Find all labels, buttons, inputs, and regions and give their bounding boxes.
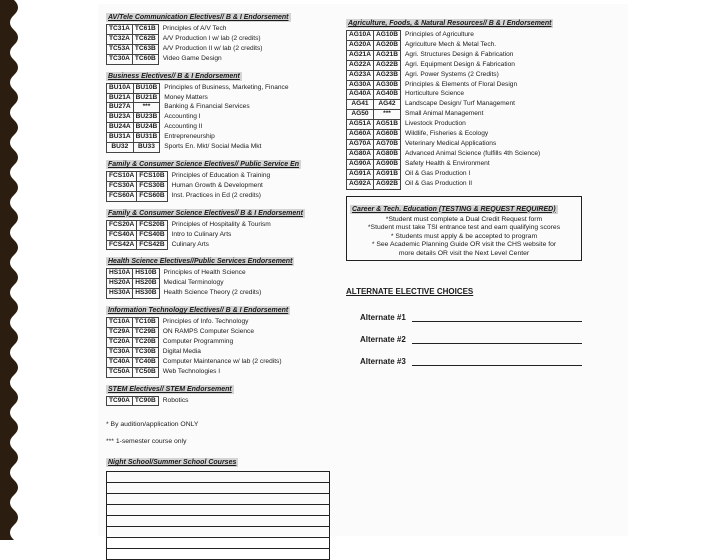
course-row xyxy=(107,93,292,103)
course-row xyxy=(107,269,264,279)
course-table xyxy=(106,268,264,299)
course-row xyxy=(107,103,292,113)
course-name: Safety Health & Environment xyxy=(405,159,490,167)
course-code-b: FCS40B xyxy=(137,230,167,240)
course-code-a: FCS30A xyxy=(107,181,137,191)
course-row xyxy=(107,143,292,153)
course-code-b: AG91B xyxy=(374,169,401,179)
course-name: Principles of Hospitality & Tourism xyxy=(171,220,271,228)
course-code-a: AG60A xyxy=(347,130,374,140)
section-title: Business Electives// B & I Endorsement xyxy=(108,72,240,80)
course-code-b: BU21B xyxy=(133,93,160,103)
course-row xyxy=(107,328,285,338)
course-code-a: BU32 xyxy=(107,143,134,153)
night-school-line[interactable] xyxy=(107,549,329,559)
course-name: A/V Production II w/ lab (2 credits) xyxy=(162,44,263,52)
course-row xyxy=(107,83,292,93)
course-code-b: FCS60B xyxy=(137,191,167,201)
course-code-b: TC20B xyxy=(132,337,158,347)
course-name: Medical Terminology xyxy=(163,279,224,287)
night-school-title: Night School/Summer School Courses xyxy=(108,459,237,467)
alternate-label: Alternate #3 xyxy=(360,357,406,367)
career-tech-box xyxy=(346,196,582,262)
alternate-write-line[interactable] xyxy=(412,335,582,344)
night-school-line[interactable] xyxy=(107,494,329,505)
course-name: Principles of Agriculture xyxy=(405,31,474,38)
night-school-table xyxy=(106,471,330,560)
course-name: ON RAMPS Computer Science xyxy=(162,328,255,336)
course-row xyxy=(107,113,292,123)
course-row xyxy=(107,54,265,64)
course-code-b: AG23B xyxy=(374,70,401,80)
course-name: Inst. Practices in Ed (2 credits) xyxy=(171,191,262,199)
course-name: Principles of Health Science xyxy=(163,269,246,277)
course-code-a: BU21A xyxy=(107,93,134,103)
course-name: Banking & Financial Services xyxy=(164,103,250,111)
course-code-a: AG22A xyxy=(347,60,374,70)
course-row xyxy=(107,25,265,35)
course-code-b: BU31B xyxy=(133,133,160,143)
course-name: Principles of A/V Tech xyxy=(162,25,227,32)
alternate-choice-row xyxy=(360,344,628,366)
career-note: more details OR visit the Next Level Center xyxy=(398,249,530,257)
alternate-label: Alternate #1 xyxy=(360,313,406,323)
course-code-a: AG23A xyxy=(347,70,374,80)
course-code-a: TC10A xyxy=(107,318,133,328)
footnote: *** 1-semester course only xyxy=(106,438,187,446)
course-code-a: AG90A xyxy=(347,159,374,169)
course-code-b: FCS20B xyxy=(137,220,167,230)
course-row xyxy=(107,367,285,377)
night-school-line[interactable] xyxy=(107,538,329,549)
course-code-b: *** xyxy=(133,103,160,113)
course-code-b: HS30B xyxy=(133,289,159,299)
course-name: Oil & Gas Production I xyxy=(405,169,471,177)
course-code-a: AG51A xyxy=(347,120,374,130)
course-row xyxy=(107,181,273,191)
alternate-title: ALTERNATE ELECTIVE CHOICES xyxy=(346,287,474,297)
course-row xyxy=(347,100,543,110)
section-title: STEM Electives// STEM Endorsement xyxy=(108,385,232,393)
course-code-a: BU23A xyxy=(107,113,134,123)
course-name: Human Growth & Development xyxy=(171,181,263,189)
course-code-a: FCS10A xyxy=(107,171,137,181)
course-code-a: AG80A xyxy=(347,149,374,159)
night-school-line[interactable] xyxy=(107,516,329,527)
course-name: Principles of Business, Marketing, Finance xyxy=(164,83,289,91)
course-code-b: BU23B xyxy=(133,113,160,123)
alternate-write-line[interactable] xyxy=(412,357,582,366)
course-row xyxy=(107,123,292,133)
course-code-b: AG80B xyxy=(374,149,401,159)
course-row xyxy=(107,133,292,143)
course-code-b: TC60B xyxy=(132,54,158,64)
course-code-b: BU10B xyxy=(133,83,160,93)
course-code-a: BU31A xyxy=(107,133,134,143)
course-code-a: HS30A xyxy=(107,289,133,299)
course-code-b: HS10B xyxy=(133,269,159,279)
course-row xyxy=(347,130,543,140)
agriculture-course-table xyxy=(346,30,543,190)
course-name: Landscape Design/ Turf Management xyxy=(405,100,515,108)
course-code-a: AG41 xyxy=(347,100,374,110)
course-name: Digital Media xyxy=(162,347,201,355)
course-row xyxy=(347,139,543,149)
career-note: * See Academic Planning Guide OR visit the CHS website for xyxy=(371,241,557,249)
course-name: Agriculture Mech & Metal Tech. xyxy=(405,40,497,48)
course-code-b: TC50B xyxy=(132,367,158,377)
footnotes xyxy=(106,420,338,446)
course-code-a: FCS40A xyxy=(107,230,137,240)
course-row xyxy=(347,50,543,60)
slide-margin xyxy=(678,0,720,540)
course-name: Robotics xyxy=(162,396,189,404)
course-name: Accounting I xyxy=(164,113,201,121)
course-code-b: BU33 xyxy=(133,143,160,153)
course-name: Livestock Production xyxy=(405,120,466,128)
course-code-b: TC30B xyxy=(132,347,158,357)
course-code-b: AG70B xyxy=(374,139,401,149)
course-code-a: TC31A xyxy=(107,25,133,35)
course-name: Small Animal Management xyxy=(405,110,484,118)
course-row xyxy=(107,44,265,54)
course-code-a: TC50A xyxy=(107,367,133,377)
course-code-b: AG30B xyxy=(374,80,401,90)
course-code-b: TC61B xyxy=(132,25,158,35)
course-row xyxy=(347,169,543,179)
course-name: Agri. Equipment Design & Fabrication xyxy=(405,60,515,68)
course-code-b: AG51B xyxy=(374,120,401,130)
course-row xyxy=(347,149,543,159)
course-code-a: FCS20A xyxy=(107,220,137,230)
course-code-b: BU24B xyxy=(133,123,160,133)
course-code-b: AG20B xyxy=(374,40,401,50)
career-note: * Students must apply & be accepted to program xyxy=(390,232,538,240)
course-code-b: AG92B xyxy=(374,179,401,189)
course-code-a: TC20A xyxy=(107,337,133,347)
section-title: AV/Tele Communication Electives// B & I Endorsement xyxy=(108,14,289,21)
course-code-a: AG30A xyxy=(347,80,374,90)
course-code-a: TC30A xyxy=(107,54,133,64)
course-code-b: TC62B xyxy=(132,34,158,44)
course-code-a: TC29A xyxy=(107,328,133,338)
course-name: Culinary Arts xyxy=(171,240,209,248)
course-name: Accounting II xyxy=(164,123,203,131)
course-code-a: AG50 xyxy=(347,110,374,120)
course-table xyxy=(106,83,292,153)
course-row xyxy=(107,191,273,201)
course-name: Video Game Design xyxy=(162,54,222,62)
alternate-label: Alternate #2 xyxy=(360,335,406,345)
course-name: Principles of Education & Training xyxy=(171,171,271,179)
course-name: Money Matters xyxy=(164,93,208,101)
alternate-choice-row xyxy=(360,300,628,322)
section-title: Health Science Electives//Public Services Endorsement xyxy=(108,258,293,266)
course-row xyxy=(107,396,191,406)
course-name: Principles & Elements of Floral Design xyxy=(405,80,518,88)
course-table xyxy=(106,396,190,407)
course-name: Intro to Culinary Arts xyxy=(171,230,232,238)
course-code-a: TC53A xyxy=(107,44,133,54)
course-row xyxy=(347,60,543,70)
right-column xyxy=(346,12,628,366)
course-table xyxy=(106,317,285,377)
course-code-b: HS20B xyxy=(133,279,159,289)
course-code-b: *** xyxy=(374,110,401,120)
section-title: Family & Consumer Science Electives// Public Service En xyxy=(108,160,300,168)
course-code-a: BU27A xyxy=(107,103,134,113)
course-code-b: TC90B xyxy=(132,396,158,406)
course-name: Sports En. Mkt/ Social Media Mkt xyxy=(164,143,262,151)
footnote: * By audition/application ONLY xyxy=(106,421,199,429)
course-name: Oil & Gas Production II xyxy=(405,179,473,187)
course-code-a: AG92A xyxy=(347,179,374,189)
career-note: *Student must complete a Dual Credit Request form xyxy=(385,215,543,223)
course-code-a: TC30A xyxy=(107,347,133,357)
course-row xyxy=(107,220,274,230)
course-code-a: AG20A xyxy=(347,40,374,50)
course-code-b: TC10B xyxy=(132,318,158,328)
course-code-b: AG22B xyxy=(374,60,401,70)
section-title: Family & Consumer Science Electives// B & I Endorsement xyxy=(108,209,303,217)
course-row xyxy=(347,110,543,120)
course-row xyxy=(107,230,274,240)
course-code-a: AG21A xyxy=(347,50,374,60)
course-name: Horticulture Science xyxy=(405,90,465,98)
course-row xyxy=(347,120,543,130)
course-code-a: HS20A xyxy=(107,279,133,289)
course-code-b: TC29B xyxy=(132,328,158,338)
course-code-a: TC32A xyxy=(107,34,133,44)
course-name: Computer Maintenance w/ lab (2 credits) xyxy=(162,357,282,365)
course-row xyxy=(107,347,285,357)
course-row xyxy=(107,289,264,299)
course-row xyxy=(107,318,285,328)
night-school-line[interactable] xyxy=(107,527,329,538)
course-name: Wildlife, Fisheries & Ecology xyxy=(405,130,489,138)
course-code-b: TC40B xyxy=(132,357,158,367)
course-row xyxy=(347,70,543,80)
course-code-a: BU10A xyxy=(107,83,134,93)
course-code-a: AG10A xyxy=(347,31,374,41)
course-name: Principles of Info. Technology xyxy=(162,318,249,326)
course-code-a: AG40A xyxy=(347,90,374,100)
night-school-line[interactable] xyxy=(107,505,329,516)
course-row xyxy=(107,357,285,367)
course-row xyxy=(347,31,543,41)
course-name: Advanced Animal Science (fulfills 4th Science) xyxy=(405,149,541,157)
course-code-b: AG60B xyxy=(374,130,401,140)
course-selection-document xyxy=(98,4,628,536)
course-row xyxy=(347,159,543,169)
course-name: Entrepreneurship xyxy=(164,133,215,141)
course-table xyxy=(106,220,274,251)
career-box-title: Career & Tech. Education (TESTING & REQUEST REQUIRED) xyxy=(352,205,556,213)
course-name: Veterinary Medical Applications xyxy=(405,139,497,147)
course-code-b: TC63B xyxy=(132,44,158,54)
course-row xyxy=(347,90,543,100)
course-row xyxy=(107,34,265,44)
course-row xyxy=(347,80,543,90)
course-code-b: FCS30B xyxy=(137,181,167,191)
course-code-b: AG90B xyxy=(374,159,401,169)
course-row xyxy=(347,179,543,189)
course-row xyxy=(107,279,264,289)
section-title: Agriculture, Foods, & Natural Resources// B & I Endorsement xyxy=(348,20,552,27)
course-code-b: AG40B xyxy=(374,90,401,100)
course-code-b: FCS42B xyxy=(137,240,167,250)
career-note: *Student must take TSI entrance test and earn qualifying scores xyxy=(367,224,561,232)
night-school-line[interactable] xyxy=(107,472,329,483)
course-name: Agri. Structures Design & Fabrication xyxy=(405,50,514,58)
alternate-elective-section xyxy=(346,287,628,366)
course-row xyxy=(107,240,274,250)
course-row xyxy=(107,337,285,347)
course-name: Health Science Theory (2 credits) xyxy=(163,289,262,297)
course-table xyxy=(106,171,273,202)
course-code-b: AG21B xyxy=(374,50,401,60)
course-code-b: AG10B xyxy=(374,31,401,41)
course-code-a: TC90A xyxy=(107,396,133,406)
course-table xyxy=(106,24,265,65)
course-code-a: BU24A xyxy=(107,123,134,133)
course-row xyxy=(107,171,273,181)
course-name: Web Technologies I xyxy=(162,367,221,375)
alternate-write-line[interactable] xyxy=(412,313,582,322)
course-code-a: HS10A xyxy=(107,269,133,279)
course-name: Computer Programming xyxy=(162,337,234,345)
course-row xyxy=(347,40,543,50)
course-code-a: AG70A xyxy=(347,139,374,149)
course-name: A/V Production I w/ lab (2 credits) xyxy=(162,34,261,42)
left-column xyxy=(106,6,338,560)
course-code-b: AG42 xyxy=(374,100,401,110)
section-title: Information Technology Electives// B & I Endorsement xyxy=(108,307,289,315)
course-code-a: FCS42A xyxy=(107,240,137,250)
course-name: Agri. Power Systems (2 Credits) xyxy=(405,70,499,78)
course-code-a: AG91A xyxy=(347,169,374,179)
course-code-b: FCS10B xyxy=(137,171,167,181)
course-code-a: TC40A xyxy=(107,357,133,367)
decorative-scalloped-edge xyxy=(0,0,34,540)
course-code-a: FCS60A xyxy=(107,191,137,201)
alternate-choice-row xyxy=(360,322,628,344)
night-school-line[interactable] xyxy=(107,483,329,494)
